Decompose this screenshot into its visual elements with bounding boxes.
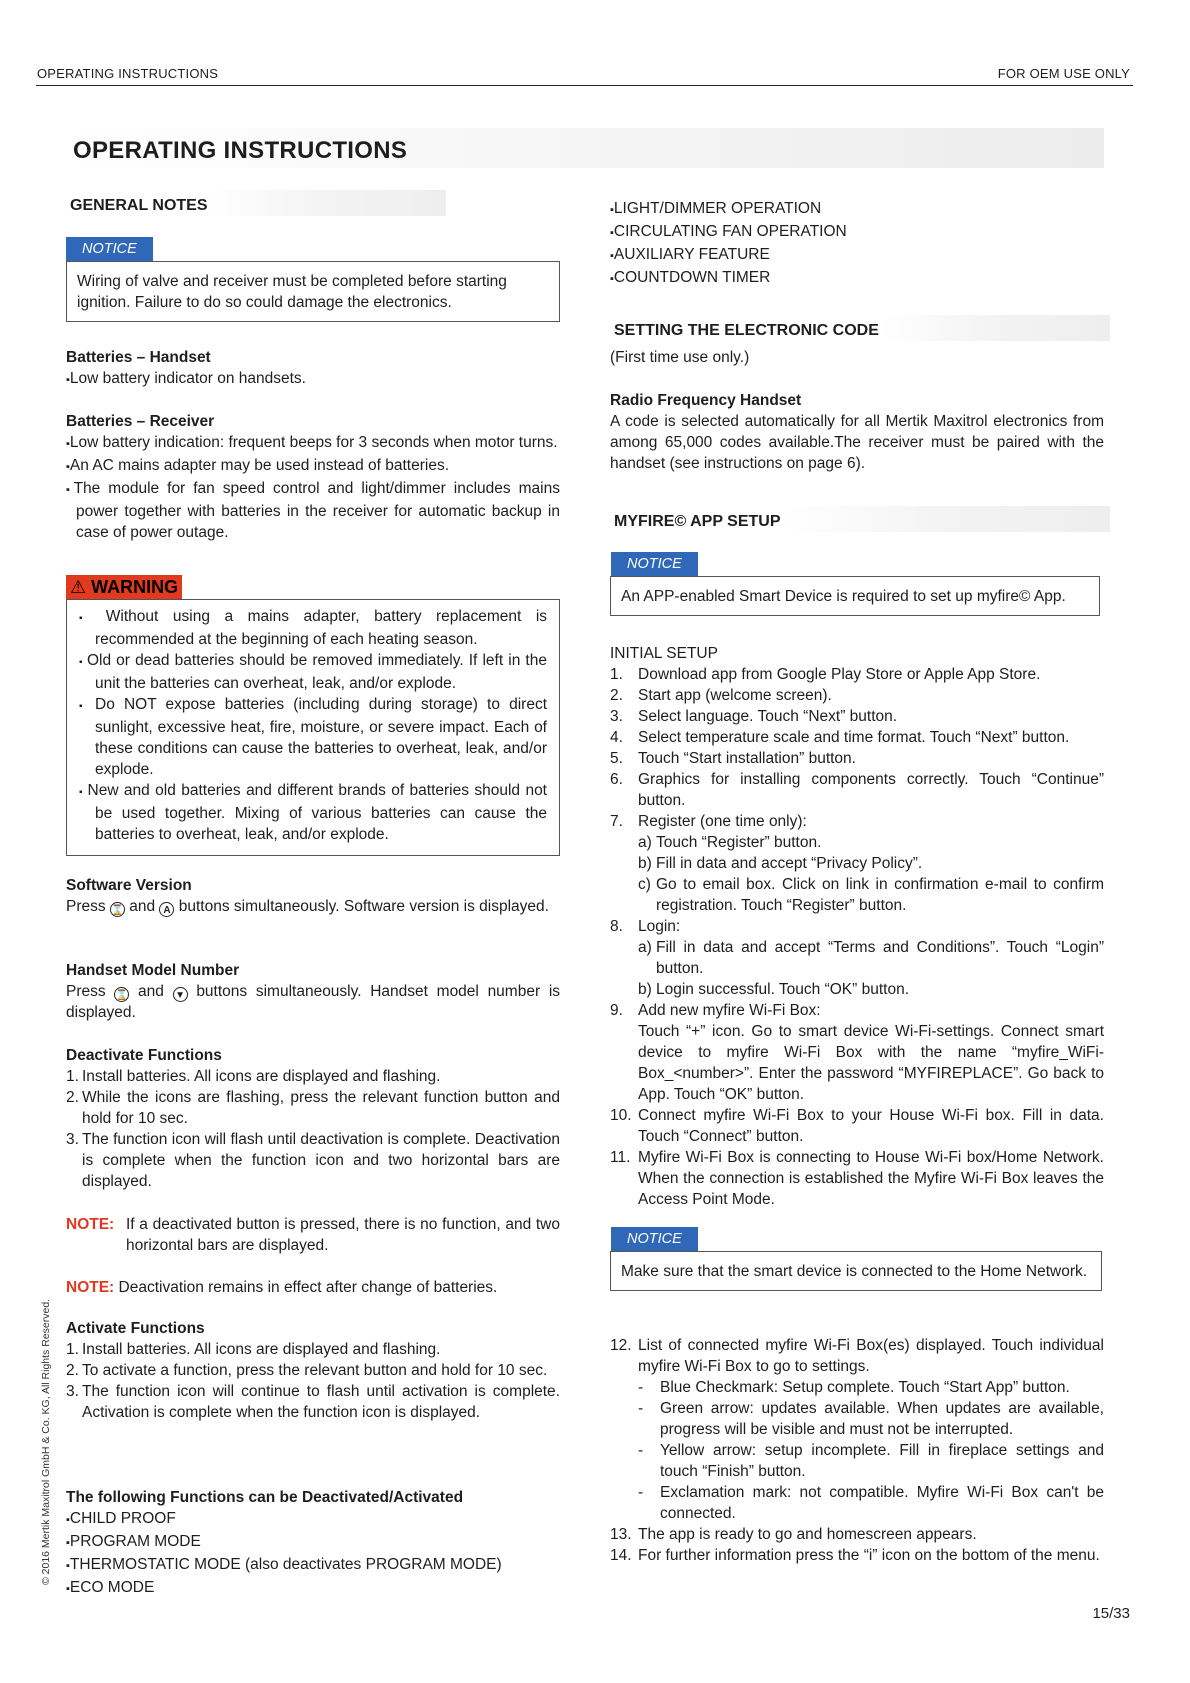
list-item: 3. The function icon will continue to flash until activation is complete. Activation is complete when the function icon is displayed.	[66, 1383, 560, 1421]
activate-heading: Activate Functions	[66, 1320, 205, 1337]
notice-box	[610, 1251, 1102, 1291]
timer-button-icon: ⌛	[110, 902, 125, 917]
electronic-code-heading: SETTING THE ELECTRONIC CODE	[614, 322, 879, 339]
list-item: ▪ CHILD PROOF	[66, 1508, 560, 1531]
running-header-left: OPERATING INSTRUCTIONS	[37, 66, 219, 81]
setup-step: 6. Graphics for installing components correctly. Touch “Continue” button.	[610, 771, 1104, 809]
following-heading: The following Functions can be Deactivated/Activated	[66, 1489, 464, 1506]
setup-step: 12. List of connected myfire Wi-Fi Box(es) displayed. Touch individual myfire Wi-Fi Box to go to settings. - Blue Checkmark: Setup complete. Touch “Start App” button. - Green arrow: updates available. When updates are available, progress will be visible and must not be interrupted. - Yellow arrow: setup incomplete. Fill in fireplace settings and touch “Finish” button. - Exclamation mark: not compatible. Myfire Wi-Fi Box can't be connected.	[610, 1337, 1104, 1522]
list-item: 2. While the icons are flashing, press the relevant function button and hold for 10 sec.	[66, 1089, 560, 1127]
warning-item: ▪ Do NOT expose batteries (including during storage) to direct sunlight, excessive heat, fire, moisture, or severe impact. Each of these conditions can cause the batteries to overheat, leak, and/or explode.	[79, 694, 547, 780]
warning-tag: ⚠ WARNING	[66, 575, 182, 599]
setup-step: 13. The app is ready to go and homescreen appears.	[610, 1526, 977, 1543]
notice-text: Wiring of valve and receiver must be completed before starting ignition. Failure to do so could damage the electronics.	[77, 273, 507, 311]
notice-text: Make sure that the smart device is connected to the Home Network.	[621, 1263, 1088, 1280]
list-item: 3. The function icon will flash until deactivation is complete. Deactivation is complete when the function icon and two horizontal bars are displayed.	[66, 1131, 560, 1190]
list-item: 1. Install batteries. All icons are displayed and flashing.	[66, 1341, 441, 1358]
list-item: ▪ COUNTDOWN TIMER	[610, 267, 1104, 290]
list-item: ▪ Low battery indicator on handsets.	[66, 368, 560, 391]
model-number-heading: Handset Model Number	[66, 962, 240, 979]
note-deactivated-button: NOTE: If a deactivated button is pressed, there is no function, and two horizontal bars are displayed.	[66, 1216, 560, 1254]
electronic-code-section	[610, 320, 1104, 368]
list-item: 1. Install batteries. All icons are displayed and flashing.	[66, 1068, 441, 1085]
list-item: ▪ Low battery indication: frequent beeps for 3 seconds when motor turns.	[66, 432, 560, 455]
initial-setup-heading: INITIAL SETUP	[610, 645, 718, 662]
list-item: ▪ CIRCULATING FAN OPERATION	[610, 221, 1104, 244]
deactivate-functions	[66, 1045, 560, 1192]
notice-general	[66, 237, 560, 322]
notice-box	[610, 576, 1100, 616]
software-version: Software Version Press ⌛ and A buttons simultaneously. Software version is displayed.	[66, 875, 560, 917]
setup-step: 3. Select language. Touch “Next” button.	[610, 708, 898, 725]
setup-step: 4. Select temperature scale and time format. Touch “Next” button.	[610, 729, 1070, 746]
notice-home-network	[610, 1227, 1102, 1291]
batteries-receiver-heading: Batteries – Receiver	[66, 413, 215, 430]
setup-step: 1. Download app from Google Play Store or Apple App Store.	[610, 666, 1041, 683]
notice-myfire	[610, 552, 1100, 616]
timer-button-icon: ⌛	[114, 987, 129, 1002]
initial-setup	[610, 643, 1104, 1210]
activate-functions	[66, 1318, 560, 1423]
list-item: ▪ The module for fan speed control and light/dimmer includes mains power together with batteries in the receiver for automatic backup in case of power outage.	[66, 478, 560, 543]
notice-tag: NOTICE	[611, 1227, 698, 1251]
list-item: ▪ PROGRAM MODE	[66, 1531, 560, 1554]
setup-step: 5. Touch “Start installation” button.	[610, 750, 856, 767]
notice-tag: NOTICE	[66, 237, 153, 261]
list-item: ▪ THERMOSTATIC MODE (also deactivates PROGRAM MODE)	[66, 1554, 560, 1577]
auto-button-icon: A	[159, 902, 174, 917]
setup-step: 2. Start app (welcome screen).	[610, 687, 832, 704]
setup-step: 10. Connect myfire Wi-Fi Box to your House Wi-Fi box. Fill in data. Touch “Connect” button.	[610, 1107, 1104, 1145]
warning-triangle-icon: ⚠	[70, 577, 87, 597]
setup-continued	[610, 1335, 1104, 1566]
radio-heading: Radio Frequency Handset	[610, 392, 802, 409]
down-button-icon: ▼	[173, 987, 188, 1002]
batteries-receiver	[66, 411, 560, 543]
deactivate-heading: Deactivate Functions	[66, 1047, 222, 1064]
setup-step: 11. Myfire Wi-Fi Box is connecting to House Wi-Fi box/Home Network. When the connection is established the Myfire Wi-Fi Box leaves the Access Point Mode.	[610, 1149, 1104, 1208]
handset-model-number: Handset Model Number Press ⌛ and ▼ buttons simultaneously. Handset model number is displayed.	[66, 962, 561, 1021]
batteries-handset	[66, 347, 560, 391]
copyright-notice: © 2016 Mertik Maxitrol GmbH & Co. KG, All Rights Reserved.	[40, 1298, 52, 1585]
radio-frequency-section	[610, 390, 1104, 474]
setup-step: 7. Register (one time only): a) Touch “Register” button. b) Fill in data and accept “Privacy Policy”. c) Go to email box. Click on link in confirmation e-mail to confirm registration. Touch “Register” button.	[610, 813, 1104, 914]
list-item: ▪ An AC mains adapter may be used instead of batteries.	[66, 455, 560, 478]
notice-text: An APP-enabled Smart Device is required to set up myfire© App.	[621, 588, 1066, 605]
notice-tag: NOTICE	[611, 552, 698, 576]
setup-step: 14. For further information press the “i” icon on the bottom of the menu.	[610, 1547, 1100, 1564]
list-item: ▪ LIGHT/DIMMER OPERATION	[610, 198, 1104, 221]
warning-block	[66, 575, 560, 856]
general-notes-heading: GENERAL NOTES	[70, 197, 208, 214]
radio-text: A code is selected automatically for all Mertik Maxitrol electronics from among 65,000 codes available.The receiver must be paired with the handset (see instructions on page 6).	[610, 413, 1104, 472]
software-version-heading: Software Version	[66, 877, 192, 894]
list-item: 2. To activate a function, press the relevant button and hold for 10 sec.	[66, 1362, 548, 1379]
warning-item: ▪ Old or dead batteries should be removed immediately. If left in the unit the batteries can overheat, leak, and/or explode.	[79, 650, 547, 694]
page-title: OPERATING INSTRUCTIONS	[73, 137, 408, 164]
setup-step: 9. Add new myfire Wi-Fi Box: Touch “+” icon. Go to smart device Wi-Fi-settings. Connect smart device to myfire Wi-Fi Box with the name “myfire_WiFi-Box_<number>”. Enter the password “MYFIREPLACE”. Go back to App. Touch “OK” button.	[610, 1002, 1104, 1103]
running-header-right: FOR OEM USE ONLY	[997, 66, 1130, 81]
warning-box	[66, 599, 560, 856]
page-number: 15/33	[1092, 1605, 1130, 1622]
note-deactivation-persists: NOTE: Deactivation remains in effect after change of batteries.	[66, 1279, 498, 1296]
setup-step: 8. Login: a) Fill in data and accept “Terms and Conditions”. Touch “Login” button. b) Login successful. Touch “OK” button.	[610, 918, 1104, 998]
warning-item: ▪ New and old batteries and different brands of batteries should not be used together. Mixing of various batteries can cause the batteries to overheat, leak, and/or explode.	[79, 780, 547, 845]
first-time-note: (First time use only.)	[610, 349, 750, 366]
list-item: ▪ ECO MODE	[66, 1577, 560, 1600]
function-list	[610, 198, 1104, 290]
header-divider	[36, 85, 1133, 86]
myfire-heading: MYFIRE© APP SETUP	[614, 513, 781, 530]
notice-box	[66, 261, 560, 322]
following-functions	[66, 1487, 560, 1600]
batteries-handset-heading: Batteries – Handset	[66, 349, 211, 366]
list-item: ▪ AUXILIARY FEATURE	[610, 244, 1104, 267]
warning-item: ▪ Without using a mains adapter, battery replacement is recommended at the beginning of each heating season.	[79, 606, 547, 650]
